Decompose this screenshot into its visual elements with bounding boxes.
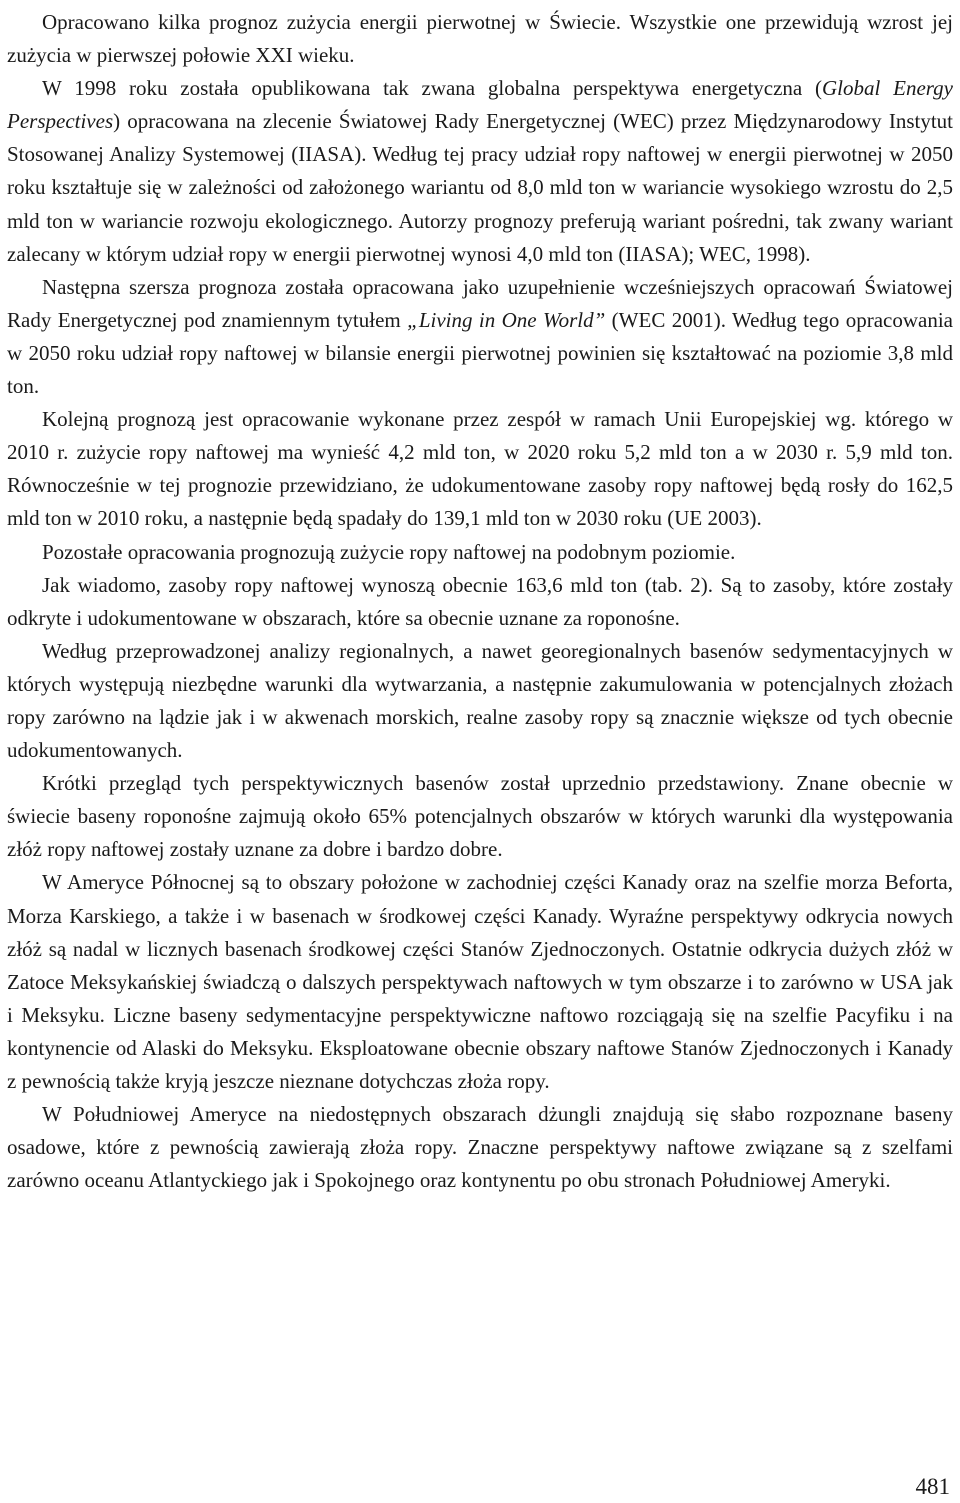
paragraph-1-text: Opracowano kilka prognoz zużycia energii pierwotnej w Świecie. Wszystkie one przewidują wzrost jej zużycia w pierwszej połowie XXI wieku. xyxy=(7,10,953,68)
paragraph-3-text-b: (WEC 2001). Według tego opracowania w 2050 roku udział ropy naftowej w bilansie energii pierwotnej powinien się kształtować na poziomie 3,8 mld ton. xyxy=(7,307,954,399)
page-number: 481 xyxy=(915,1474,950,1499)
paragraph-3 xyxy=(7,271,953,403)
document-body xyxy=(7,6,953,1197)
paragraph-5-text: Pozostałe opracowania prognozują zużycie ropy naftowej na podobnym poziomie. xyxy=(42,539,736,564)
paragraph-4-text: Kolejną prognozą jest opracowanie wykonane przez zespół w ramach Unii Europejskiej wg. którego w 2010 r. zużycie ropy naftowej ma wynieść 4,2 mld ton, w 2020 roku 5,2 mld ton a w 2030 r. 5,9 mld ton. Równocześnie w tej prognozie przewidziano, że udokumentowane zasoby ropy naftowej będą rosły do 162,5 mld ton w 2010 roku, a następnie będą spadały do 139,1 mld ton w 2030 roku (UE 2003). xyxy=(7,407,953,531)
paragraph-10-text: W Południowej Ameryce na niedostępnych obszarach dżungli znajdują się słabo rozpoznane baseny osadowe, które z pewnością zawierają złoża ropy. Znaczne perspektywy naftowe związane są z szelfami zarówno oceanu Atlantyckiego jak i Spokojnego oraz kontynentu po obu stronach Południowej Ameryki. xyxy=(7,1102,953,1193)
paragraph-7-text: Według przeprowadzonej analizy regionalnych, a nawet georegionalnych basenów sedymentacyjnych w których występują niezbędne warunki dla wytwarzania, a następnie zakumulowania w potencjalnych złożach ropy zarówno na lądzie jak i w akwenach morskich, realne zasoby ropy są znacznie większe od tych obecnie udokumentowanych. xyxy=(7,638,953,763)
paragraph-1 xyxy=(7,6,953,72)
paragraph-8 xyxy=(7,767,953,866)
paragraph-7 xyxy=(7,635,953,767)
paragraph-3-italic-title: „Living in One World” xyxy=(407,307,606,332)
paragraph-2-italic-title: Global Energy Perspectives xyxy=(7,76,953,134)
paragraph-5 xyxy=(7,536,953,569)
paragraph-4 xyxy=(7,403,953,535)
paragraph-2 xyxy=(7,72,953,271)
paragraph-9 xyxy=(7,866,953,1098)
paragraph-9-text: W Ameryce Północnej są to obszary położone w zachodniej części Kanady oraz na szelfie morza Beforta, Morza Karskiego, a także i w basenach w środkowej części Kanady. Wyraźne perspektywy odkrycia nowych złóż są nadal w licznych basenach środkowej części Stanów Zjednoczonych. Ostatnie odkrycia dużych złóż w Zatoce Meksykańskiej świadczą o dalszych perspektywach naftowych w tym obszarze i to zarówno w USA jak i Meksyku. Liczne baseny sedymentacyjne perspektywiczne naftowo rozciągają się na szelfie Pacyfiku i na kontynencie od Alaski do Meksyku. Eksploatowane obecnie obszary naftowe Stanów Zjednoczonych i Kanady z pewnością także kryją jeszcze nieznane dotychczas złoża ropy. xyxy=(7,870,953,1093)
paragraph-6 xyxy=(7,569,953,635)
paragraph-2-text-b: ) opracowana na zlecenie Światowej Rady Energetycznej (WEC) przez Międzynarodowy Instytut Stosowanej Analizy Systemowej (IIASA). Według tej pracy udział ropy naftowej w energii pierwotnej w 2050 roku kształtuje się w zależności od założonego wariantu od 8,0 mld ton w wariancie wysokiego wzrostu do 2,5 mld ton w wariancie rozwoju ekologicznego. Autorzy prognozy preferują wariant pośredni, tak zwany wariant zalecany w którym udział ropy w energii pierwotnej wynosi 4,0 mld ton (IIASA); WEC, 1998). xyxy=(7,109,953,266)
paragraph-3-text-a: Następna szersza prognoza została opracowana jako uzupełnienie wcześniejszych opracowań Światowej Rady Energetycznej pod znamiennym tytułem xyxy=(7,274,953,332)
paragraph-2-text-a: W 1998 roku została opublikowana tak zwana globalna perspektywa energetyczna ( xyxy=(42,76,823,101)
paragraph-6-text: Jak wiadomo, zasoby ropy naftowej wynoszą obecnie 163,6 mld ton (tab. 2). Są to zasoby, które zostały odkryte i udokumentowane w obszarach, które sa obecnie uznane za roponośne. xyxy=(7,572,953,630)
paragraph-10 xyxy=(7,1098,953,1197)
paragraph-8-text: Krótki przegląd tych perspektywicznych basenów został uprzednio przedstawiony. Znane obecnie w świecie baseny roponośne zajmują około 65% potencjalnych obszarów w których warunki dla występowania złóż ropy naftowej zostały uznane za dobre i bardzo dobre. xyxy=(7,771,953,862)
